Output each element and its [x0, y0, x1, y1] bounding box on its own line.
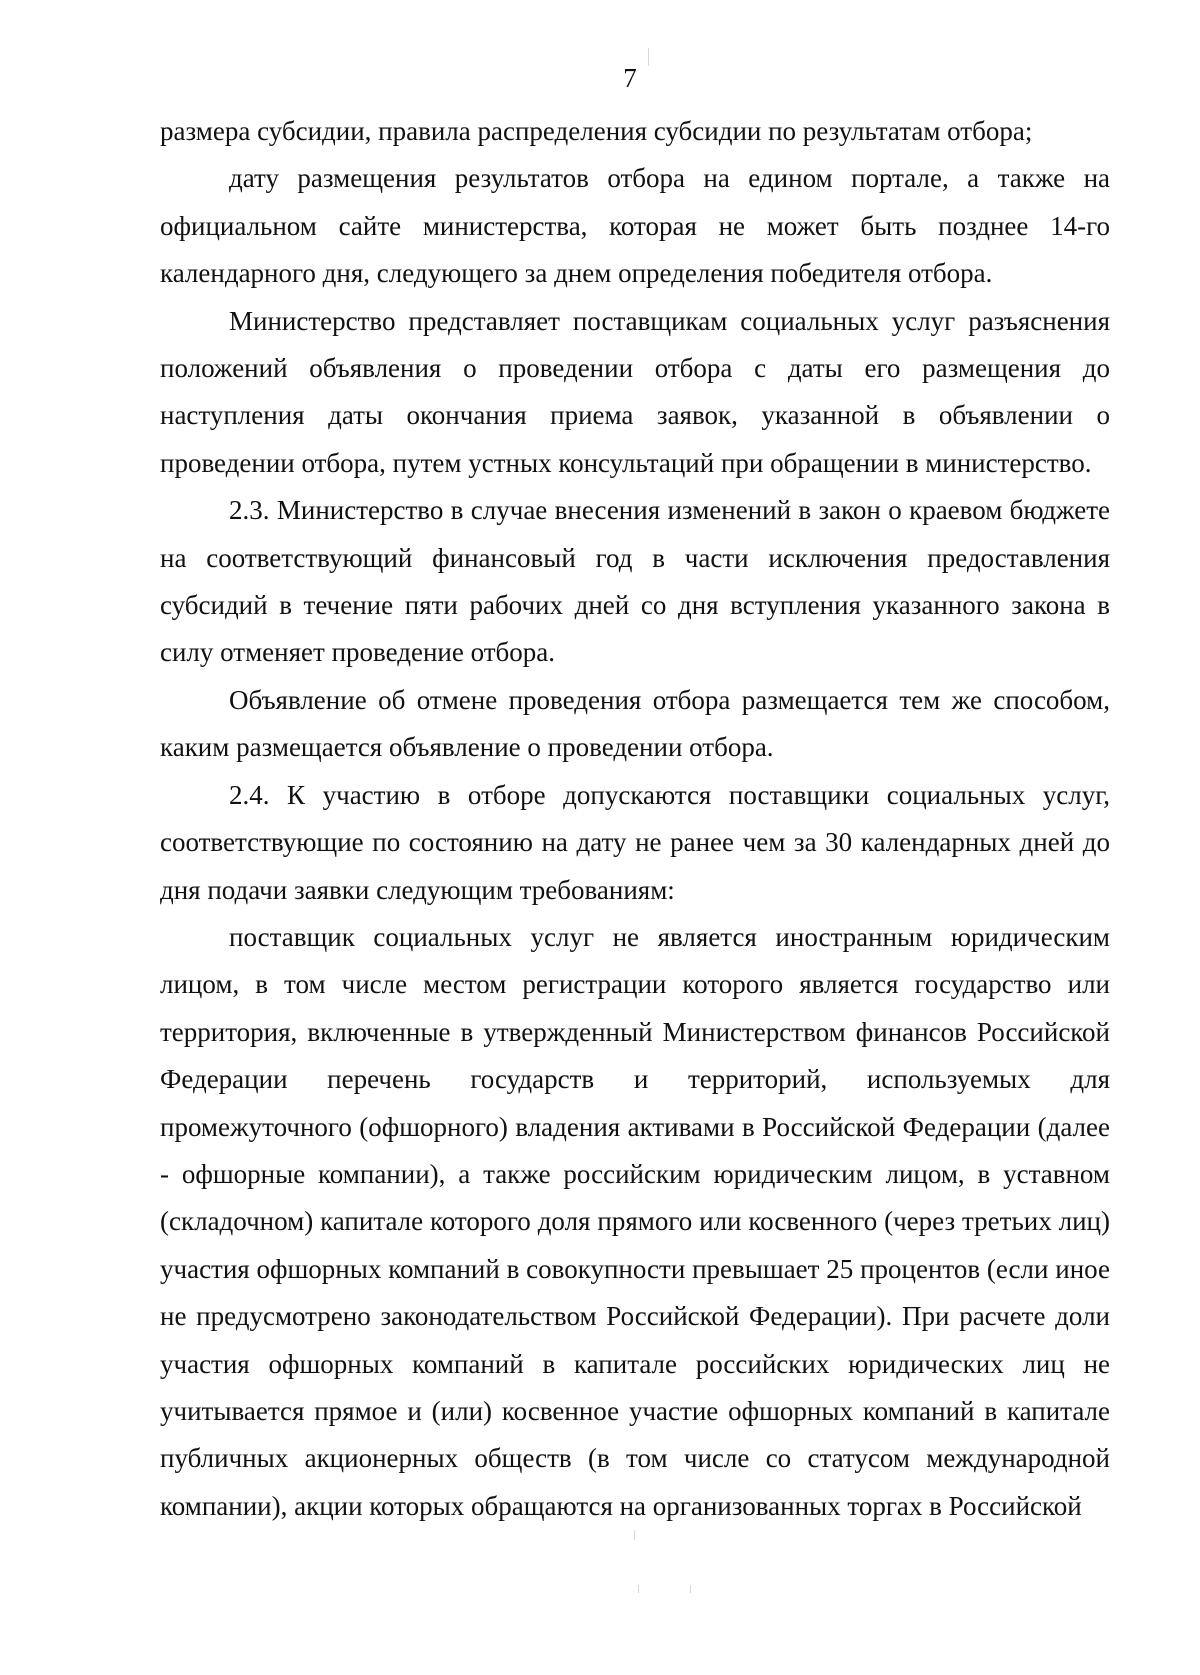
- scan-artifact-line-bottom-3: [690, 1585, 691, 1593]
- paragraph-results-date: дату размещения результатов отбора на едином портале, а также на официальном сайте министерства, которая не может быть позднее 14-го календарного дня, следующего за днем определения победителя отбора.: [160, 163, 1110, 289]
- paragraph-cancellation-notice: Объявление об отмене проведения отбора размещается тем же способом, каким размещается объявление о проведении отбора.: [160, 684, 1110, 763]
- scan-artifact-line-bottom-2: [638, 1585, 639, 1593]
- page-number: 7: [623, 63, 637, 93]
- paragraph-2-4-admission: 2.4. К участию в отборе допускаются поставщики социальных услуг, соответствующие по состоянию на дату не ранее чем за 30 календарных дней до дня подачи заявки следующим требованиям:: [160, 779, 1110, 905]
- scan-artifact-line-bottom-1: [634, 1530, 635, 1540]
- paragraph-offshore-requirement: поставщик социальных услуг не является иностранным юридическим лицом, в том числе местом регистрации которого является государство или территория, включенные в утвержденный Министерством финансов Российской Федерации перечень государств и территорий, используемых для промежуточного (офшорного) владения активами в Российской Федерации (далее - офшорные компании), а также российским юридическим лицом, в уставном (складочном) капитале которого доля прямого или косвенного (через третьих лиц) участия офшорных компаний в совокупности превышает 25 процентов (если иное не предусмотрено законодательством Российской Федерации). При расчете доли участия офшорных компаний в капитале российских юридических лиц не учитывается прямое и (или) косвенное участие офшорных компаний в капитале публичных акционерных обществ (в том числе со статусом международной компании), акции которых обращаются на организованных торгах в Российской: [160, 921, 1110, 1521]
- paragraph-subsidy-size: размера субсидии, правила распределения субсидии по результатам отбора;: [160, 116, 1033, 146]
- paragraph-ministry-clarifications: Министерство представляет поставщикам социальных услуг разъяснения положений объявления о проведении отбора с даты его размещения до наступления даты окончания приема заявок, указанной в объявлении о проведении отбора, путем устных консультаций при обращении в министерство.: [160, 305, 1110, 478]
- paragraph-2-3-cancellation: 2.3. Министерство в случае внесения изменений в закон о краевом бюджете на соответствующий финансовый год в части исключения предоставления субсидий в течение пяти рабочих дней со дня вступления указанного закона в силу отменяет проведение отбора.: [160, 495, 1110, 668]
- document-body: [160, 108, 1110, 1530]
